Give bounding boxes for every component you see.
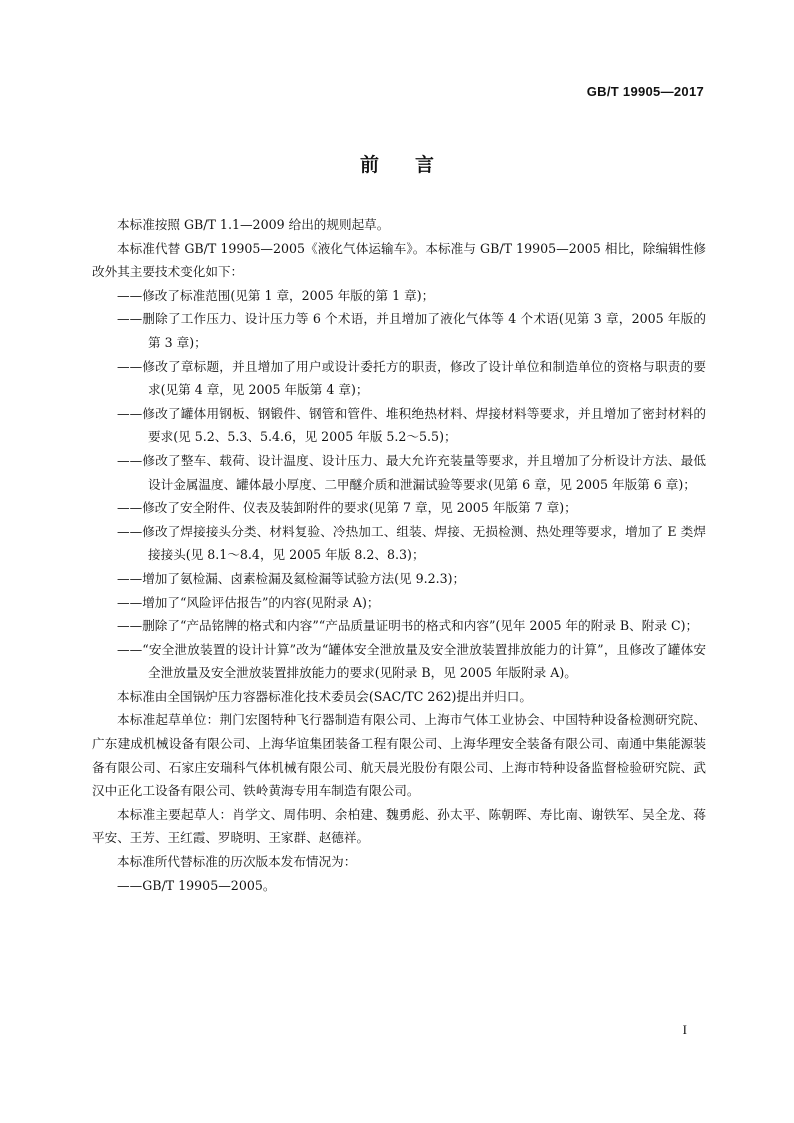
change-item: ——删除了工作压力、设计压力等 6 个术语，并且增加了液化气体等 4 个术语(见第 3 章，2005 年版的第 3 章)； <box>117 311 706 350</box>
paragraph-replaces: 本标准代替 GB/T 19905—2005《液化气体运输车》。本标准与 GB/T 19905—2005 相比，除编辑性修改外其主要技术变化如下： <box>92 240 706 280</box>
change-item: ——修改了安全附件、仪表及装卸附件的要求(见第 7 章，见 2005 年版第 7 章)； <box>117 500 577 516</box>
change-item: ——增加了氨检漏、卤素检漏及氦检漏等试验方法(见 9.2.3)； <box>117 570 466 586</box>
page-number: I <box>682 1022 687 1037</box>
previous-edition-item: ——GB/T 19905—2005。 <box>117 877 276 893</box>
change-item: ——删除了“产品铭牌的格式和内容”“产品质量证明书的格式和内容”(见年 2005 年的附录 B、附录 C)； <box>117 618 699 634</box>
change-item: ——修改了焊接接头分类、材料复验、冷热加工、组装、焊接、无损检测、热处理等要求，增加了 E 类焊接接头(见 8.1～8.4，见 2005 年版 8.2、8.3)； <box>117 523 706 563</box>
change-item: ——“安全泄放装置的设计计算”改为“罐体安全泄放量及安全泄放装置排放能力的计算”，且修改了罐体安全泄放量及安全泄放装置排放能力的要求(见附录 B，见 2005 年版附录 A)。 <box>117 641 706 681</box>
paragraph-previous-editions: 本标准所代替标准的历次版本发布情况为： <box>117 854 357 870</box>
paragraph-drafting-rules: 本标准按照 GB/T 1.1—2009 给出的规则起草。 <box>117 217 390 232</box>
paragraph-drafters: 本标准主要起草人：肖学文、周伟明、余柏建、魏勇彪、孙太平、陈朝晖、寿比南、谢铁军、吴全龙、蒋平安、王芳、王红霞、罗晓明、王家群、赵德祥。 <box>92 806 706 846</box>
change-item: ——修改了章标题，并且增加了用户或设计委托方的职责，修改了设计单位和制造单位的资格与职责的要求(见第 4 章，见 2005 年版第 4 章)； <box>117 358 706 398</box>
standard-code: GB/T 19905—2017 <box>586 84 704 99</box>
paragraph-proposer: 本标准由全国锅炉压力容器标准化技术委员会(SAC/TC 262)提出并归口。 <box>117 688 532 704</box>
paragraph-drafting-units: 本标准起草单位：荆门宏图特种飞行器制造有限公司、上海市气体工业协会、中国特种设备检测研究院、广东建成机械设备有限公司、上海华谊集团装备工程有限公司、上海华理安全装备有限公司、南通中集能源装备有限公司、石家庄安瑞科气体机械有限公司、航天晨光股份有限公司、上海市特种设备监督检验研究院、武汉中正化工设备有限公司、铁岭黄海专用车制造有限公司。 <box>92 712 706 799</box>
page-title: 前言 <box>359 154 470 176</box>
change-item: ——增加了“风险评估报告”的内容(见附录 A)； <box>117 594 380 610</box>
document-body <box>92 213 706 897</box>
change-item: ——修改了整车、载荷、设计温度、设计压力、最大允许充装量等要求，并且增加了分析设计方法、最低设计金属温度、罐体最小厚度、二甲醚介质和泄漏试验等要求(见第 6 章，见 2005 年版第 6 章)； <box>117 452 706 492</box>
changes-list <box>92 284 706 685</box>
change-item: ——修改了标准范围(见第 1 章，2005 年版的第 1 章)； <box>117 287 435 303</box>
change-item: ——修改了罐体用钢板、钢锻件、钢管和管件、堆积绝热材料、焊接材料等要求，并且增加了密封材料的要求(见 5.2、5.3、5.4.6，见 2005 年版 5.2～5.5)； <box>117 405 706 445</box>
